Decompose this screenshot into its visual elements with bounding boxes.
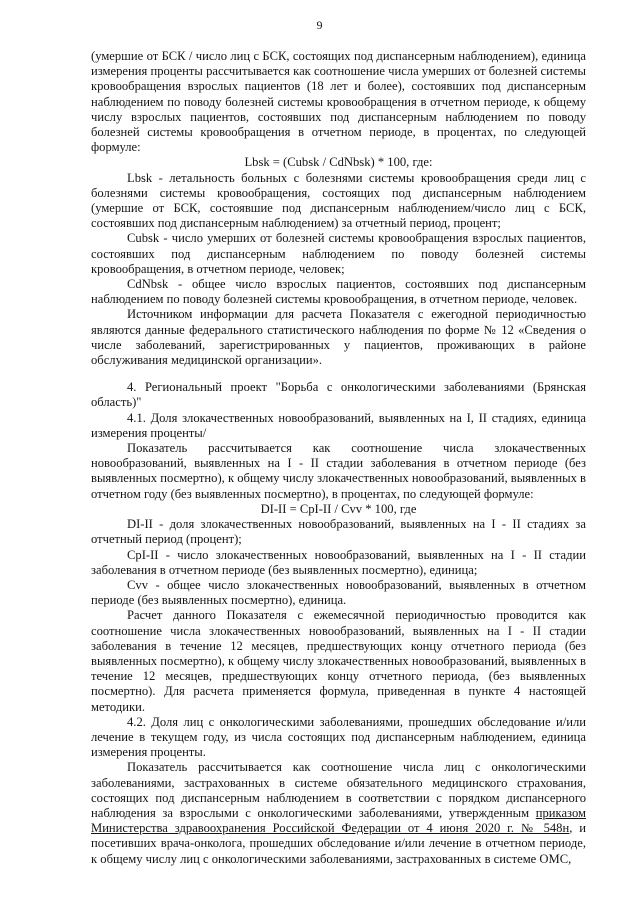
page-number: 9: [316, 18, 323, 32]
order-link[interactable]: приказом Министерства здравоохранения Российской Федерации от 4 июня 2020 г. № 548н: [91, 805, 586, 836]
formula: Lbsk = (Cubsk / CdNbsk) * 100, где:: [244, 155, 433, 170]
paragraph: Источником информации для расчета Показателя с ежегодной периодичностью являются данные федерального статистического наблюдения по форме № 12 «Сведения о числе заболеваний, зарегистрированных у пациентов, проживающих в районе обслуживания медицинской организации».: [91, 307, 586, 368]
paragraph-text: Показатель рассчитывается как соотношение числа лиц с онкологическими заболеваниями, застрахованных в системе обязательного медицинского страхования, состоящих под диспансерным наблюдением в соответствии с порядком диспансерного наблюдения за взрослыми с онкологическими заболеваниями, утвержденным: [91, 760, 586, 820]
document-body: [91, 49, 586, 867]
spacer: [91, 368, 586, 380]
formula-definition: Cubsk - число умерших от болезней системы кровообращения взрослых пациентов, состоявших под диспансерным наблюдением по поводу болезней системы кровообращения, в отчетном периоде, человек;: [91, 231, 586, 276]
subsection-heading: 4.1. Доля злокачественных новообразований, выявленных на I, II стадиях, единица измерения проценты/: [91, 410, 586, 440]
subsection-heading: 4.2. Доля лиц с онкологическими заболеваниями, прошедших обследование и/или лечение в текущем году, из числа состоящих под диспансерным наблюдением, единица измерения проценты.: [91, 714, 586, 760]
formula-definition: Cvv - общее число злокачественных новообразований, выявленных в отчетном периоде (без выявленных посмертно), единица.: [91, 577, 586, 608]
formula-definition: Lbsk - летальность больных с болезнями системы кровообращения среди лиц с болезнями системы кровообращения, состоящих под диспансерным наблюдением (умершие от БСК, состоявшие под диспансерным наблюдением/число лиц с БСК, состоявших под диспансерным наблюдением) за отчетный период, процент;: [91, 170, 586, 231]
section-heading: 4. Региональный проект "Борьба с онкологическими заболеваниями (Брянская область)": [91, 380, 586, 410]
paragraph: [91, 760, 586, 866]
formula-definition: CdNbsk - общее число взрослых пациентов, состоявших под диспансерным наблюдением по поводу болезней системы кровообращения, в отчетном периоде, человек.: [91, 277, 586, 307]
formula-definition: CpI-II - число злокачественных новообразований, выявленных на I - II стадии заболевания в отчетном периоде (без выявленных посмертно), единица;: [91, 547, 586, 577]
paragraph: Расчет данного Показателя с ежемесячной периодичностью проводится как соотношение числа злокачественных новообразований, выявленных на I - II стадии заболевания в течение 12 месяцев, предшествующих концу отчетного периода (без выявленных посмертно), к общему числу злокачественных новообразований, выявленных в течение 12 месяцев, предшествующих концу отчетного периода, (без выявленных посмертно). Для расчета применяется формула, приведенная в пункте 4 настоящей методики.: [91, 608, 586, 714]
paragraph-text: , и посетивших врача-онколога, прошедших обследование и/или лечение в отчетном периоде, к общему числу лиц с онкологическими заболеваниями, застрахованных в системе ОМС,: [91, 821, 586, 866]
formula-definition: DI-II - доля злокачественных новообразований, выявленных на I - II стадиях за отчетный период (процент);: [91, 517, 586, 547]
paragraph: Показатель рассчитывается как соотношение числа злокачественных новообразований, выявленных на I - II стадии заболевания в отчетном периоде (без выявленных посмертно), к общему числу злокачественных новообразований, выявленных в отчетном году (без выявленных посмертно), в процентах, по следующей формуле:: [91, 441, 586, 501]
formula: DI-II = CpI-II / Cvv * 100, где: [260, 501, 417, 516]
paragraph: (умершие от БСК / число лиц с БСК, состоящих под диспансерным наблюдением), единица измерения проценты рассчитывается как соотношение числа умерших от болезней системы кровообращения взрослых пациентов (18 лет и более), состоявших под диспансерным наблюдением по поводу болезней системы кровообращения в отчетном периоде, к общему числу взрослых пациентов, состоявших под диспансерным наблюдением по поводу болезней системы кровообращения в отчетном периоде, в процентах, по следующей формуле:: [91, 49, 586, 155]
